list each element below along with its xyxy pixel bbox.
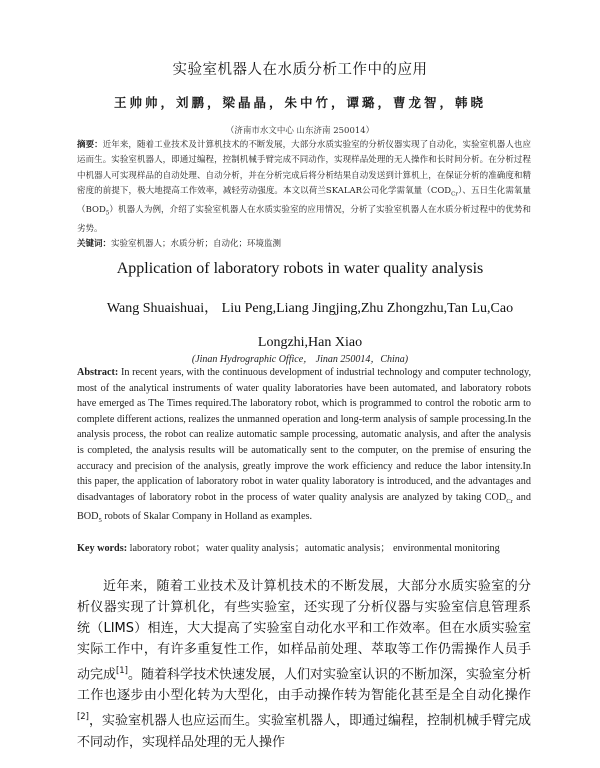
chinese-affiliation: （济南市水文中心 山东济南 250014） (225, 126, 375, 136)
chinese-title: 实验室机器人在水质分析工作中的应用 (172, 62, 428, 78)
english-authors: Wang Shuaishuai， Liu Peng,Liang Jingjing,Zhu Zhongzhu,Tan Lu,Cao Longzhi,Han Xiao (106, 301, 514, 350)
english-abstract-text: and BOD (77, 491, 531, 523)
citation-2: [2] (77, 711, 89, 722)
english-title: Application of laboratory robots in water quality analysis (116, 260, 484, 277)
citation-1: [1] (116, 665, 128, 675)
english-affiliation: (Jinan Hydrographic Office， Jinan 250014，China) (191, 354, 409, 365)
chinese-abstract-label: 摘要： (77, 140, 103, 150)
body-text: 近年来，随着工业技术及计算机技术的不断发展，大部分水质实验室的分析仪器实现了计算机化，有些实验室，还实现了分析仪器与实验室信息管理系统（LIMS）相连，大大提高了实验室自动化水平和工作效率。但在水质实验室实际工作中，有许多重复性工作，如样品前处理、萃取等工作仍需操作人员手动完成 (77, 579, 531, 683)
english-keywords (77, 539, 537, 554)
english-abstract-text: In recent years, with the continuous development of industrial technology and computer technology, most of the analytical instruments of water quality laboratories have been automated, and laboratory robots have emerged as The Times required.The laboratory robot, which is programmed to control the robotic arm to complete different actions, realizes the unmanned operation and long-term analysis of sample processing.In the analysis process, the robot can realize automatic sample processing, automatic analysis, and after the analysis is completed, the analysis results will be automatically sent to the computer, on the premise of ensuring the accuracy and precision of the analysis, greatly improve the work efficiency and reduce the labor intensity.In this paper, the application of laboratory robot in water quality laboratory is introduced, and the advantages and disadvantages of laboratory robot in the process of water quality analysis are analyzed by taking COD (77, 367, 531, 503)
chinese-abstract-text: ）机器人为例，介绍了实验室机器人在水质实验室的应用情况，分析了实验室机器人在水质分析过程中的优势和劣势。 (77, 205, 531, 235)
chinese-abstract-text: 近年来，随着工业技术及计算机技术的不断发展，大部分水质实验室的分析仪器实现了自动化，实验室机器人也应运而生。实验室机器人，即通过编程，控制机械手臂完成不同动作，实现样品处理的无人操作和长时间分析。在分析过程中机器人可实现样品的自动处理、自动分析，并在分析完成后将分析结果自动发送到计算机上，在保证分析的准确度和精密度的前提下，极大地提高工作效率，减轻劳动强度。本文以荷兰SKALAR公司化学需氧量（COD (77, 140, 531, 197)
body-paragraph (77, 576, 531, 753)
english-keywords-text: laboratory robot；water quality analysis；automatic analysis； environmental monitoring (127, 543, 500, 554)
chinese-abstract (77, 138, 531, 238)
introduction-paragraph (77, 576, 531, 753)
english-keywords-label: Key words: (77, 543, 128, 554)
chinese-abstract-subscript: Cr (451, 191, 458, 198)
english-abstract-label: Abstract: (77, 367, 119, 378)
english-abstract-text: robots of Skalar Company in Holland as examples. (101, 511, 313, 523)
english-abstract-subscript: 5 (98, 517, 102, 525)
chinese-abstract-subscript: 5 (105, 211, 110, 217)
english-abstract-subscript: Cr (506, 497, 513, 505)
chinese-authors: 王帅帅，刘鹏，梁晶晶，朱中竹，谭璐，曹龙智，韩晓 (113, 95, 486, 110)
chinese-keywords-text: 实验室机器人；水质分析；自动化；环境监测 (111, 239, 282, 249)
english-abstract (77, 365, 531, 529)
chinese-keywords (77, 237, 531, 249)
chinese-keywords-label: 关键词： (77, 239, 112, 249)
body-text: 。随着科学技术快速发展，人们对实验室认识的不断加深，实验室分析工作也逐步由小型化转为大型化，由手动操作转为智能化甚至是全自动化操作 (77, 667, 531, 704)
chinese-abstract-text: ）、五日生化需氧量（BOD (77, 186, 531, 216)
body-text: ，实验室机器人也应运而生。实验室机器人，即通过编程，控制机械手臂完成不同动作，实现样品处理的无人操作 (77, 713, 531, 750)
